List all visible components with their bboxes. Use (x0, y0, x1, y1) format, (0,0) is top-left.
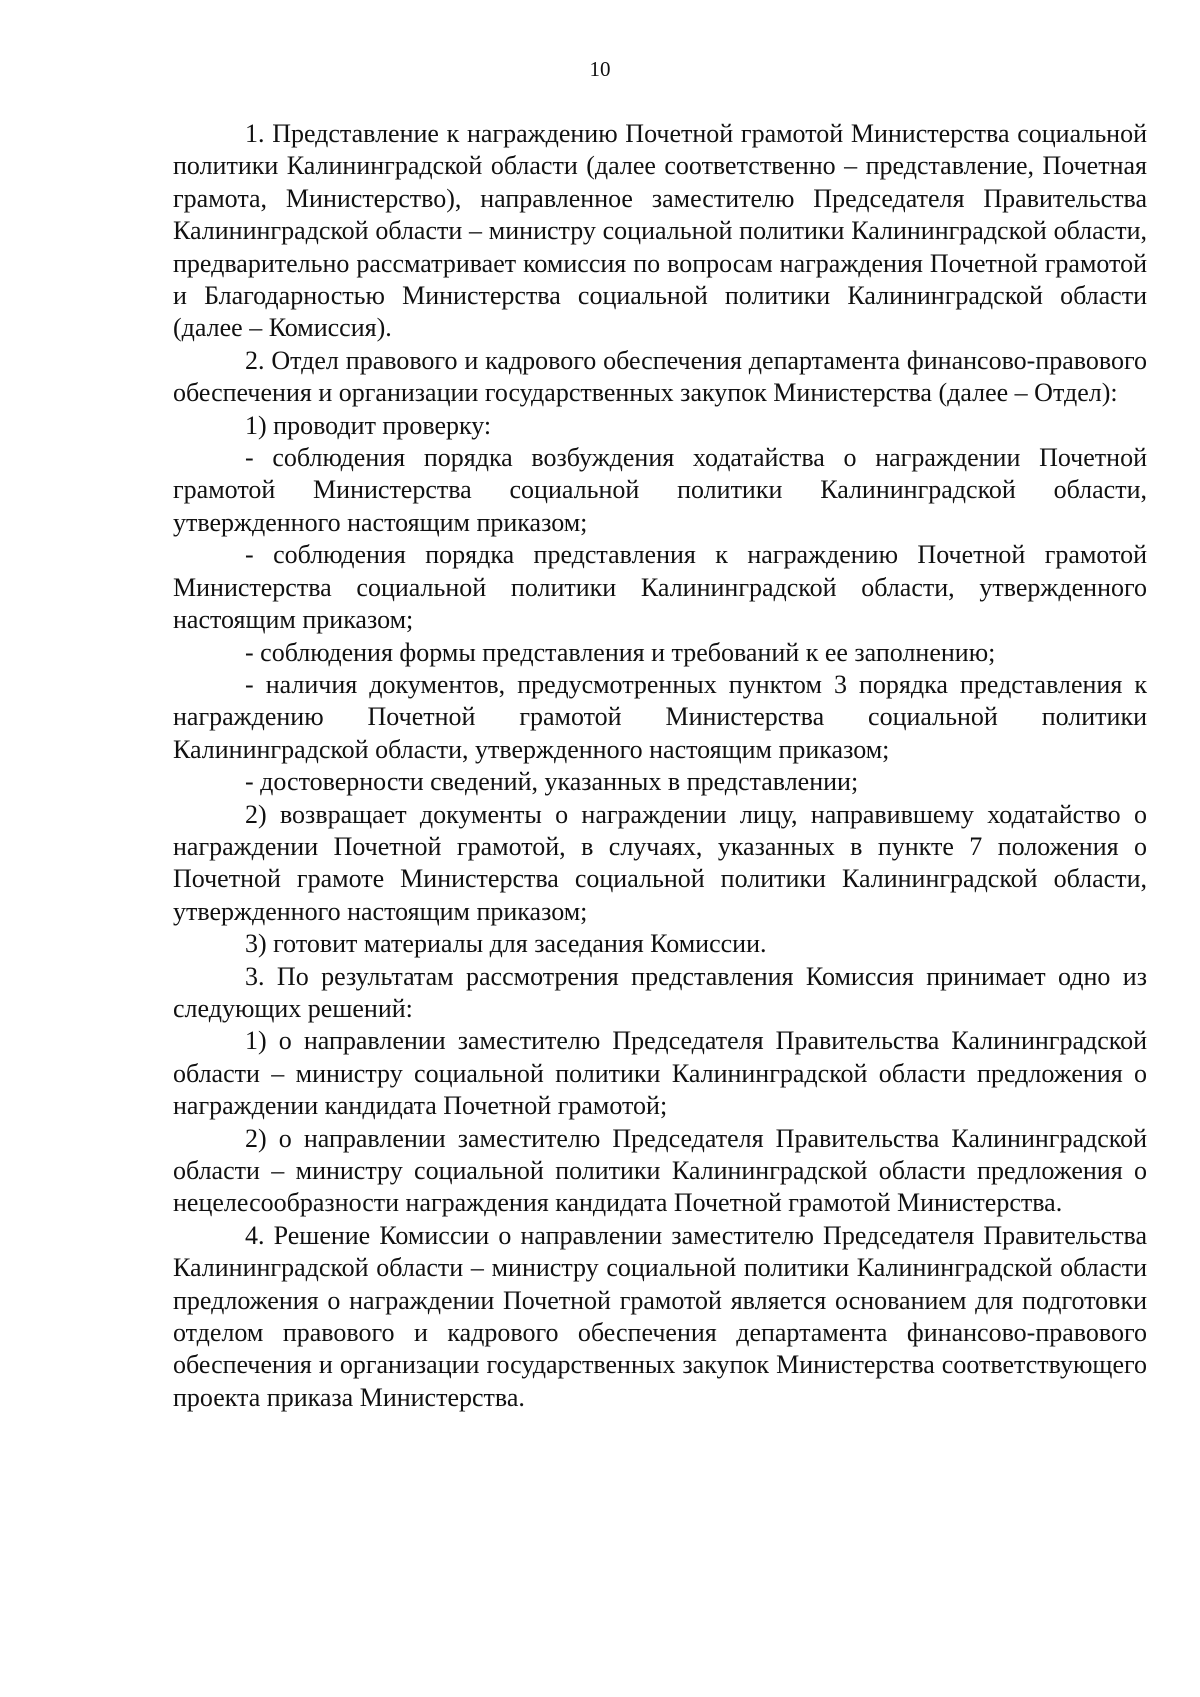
page-number: 10 (589, 57, 611, 81)
paragraph-2-check-3: - соблюдения формы представления и требований к ее заполнению; (245, 637, 996, 667)
paragraph-2-check-5: - достоверности сведений, указанных в представлении; (245, 767, 859, 797)
paragraph-2-check-4: - наличия документов, предусмотренных пунктом 3 порядка представления к награждению Почетной грамотой Министерства социальной политики Калининградской области, утвержденного настоящим приказом; (173, 669, 1147, 764)
paragraph-3: 3. По результатам рассмотрения представления Комиссия принимает одно из следующих решений: (173, 961, 1147, 1023)
paragraph-2-item-2: 2) возвращает документы о награждении лицу, направившему ходатайство о награждении Почетной грамотой, в случаях, указанных в пункте 7 положения о Почетной грамоте Министерства социальной политики Калининградской области, утвержденного настоящим приказом; (173, 799, 1147, 926)
document-body (173, 118, 1147, 1414)
paragraph-2-item-3: 3) готовит материалы для заседания Комиссии. (245, 929, 767, 959)
paragraph-2-check-2: - соблюдения порядка представления к награждению Почетной грамотой Министерства социальной политики Калининградской области, утвержденного настоящим приказом; (173, 540, 1147, 635)
paragraph-1: 1. Представление к награждению Почетной грамотой Министерства социальной политики Калининградской области (далее соответственно – представление, Почетная грамота, Министерство), направленное заместителю Председателя Правительства Калининградской области – министру социальной политики Калининградской области, предварительно рассматривает комиссия по вопросам награждения Почетной грамотой и Благодарностью Министерства социальной политики Калининградской области (далее – Комиссия). (173, 119, 1147, 343)
paragraph-2-check-1: - соблюдения порядка возбуждения ходатайства о награждении Почетной грамотой Министерства социальной политики Калининградской области, утвержденного настоящим приказом; (173, 443, 1147, 537)
paragraph-3-item-1: 1) о направлении заместителю Председателя Правительства Калининградской области – министру социальной политики Калининградской области предложения о награждении кандидата Почетной грамотой; (173, 1026, 1147, 1121)
paragraph-2-item-1: 1) проводит проверку: (245, 410, 492, 440)
paragraph-2: 2. Отдел правового и кадрового обеспечения департамента финансово-правового обеспечения и организации государственных закупок Министерства (далее – Отдел): (173, 345, 1147, 408)
paragraph-4: 4. Решение Комиссии о направлении заместителю Председателя Правительства Калининградской области – министру социальной политики Калининградской области предложения о награждении Почетной грамотой является основанием для подготовки отделом правового и кадрового обеспечения департамента финансово-правового обеспечения и организации государственных закупок Министерства соответствующего проекта приказа Министерства. (173, 1220, 1147, 1412)
paragraph-3-item-2: 2) о направлении заместителю Председателя Правительства Калининградской области – министру социальной политики Калининградской области предложения о нецелесообразности награждения кандидата Почетной грамотой Министерства. (173, 1123, 1147, 1218)
